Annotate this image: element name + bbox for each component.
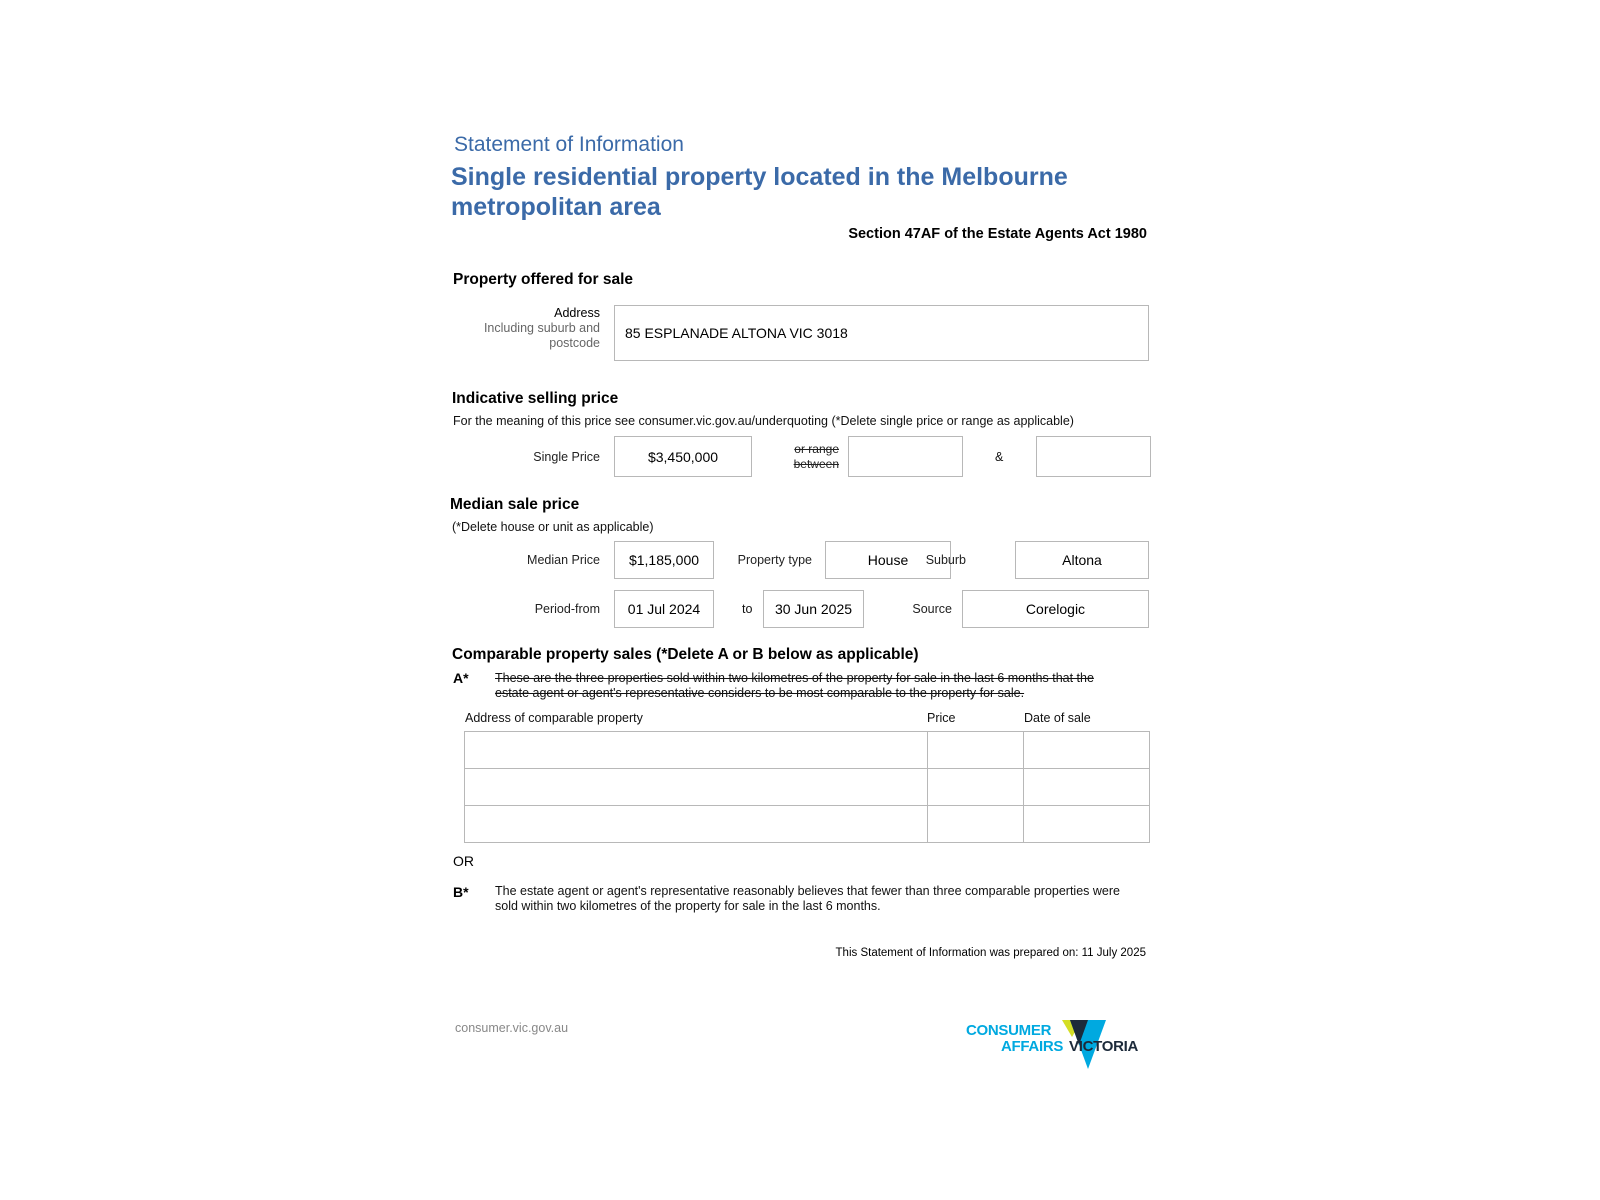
comparable-address-cell[interactable] <box>465 769 928 806</box>
table-row <box>465 769 1150 806</box>
single-price-label: Single Price <box>533 450 600 464</box>
option-a-text-2: estate agent or agent's representative considers to be most comparable to the property for sale. <box>495 686 1025 700</box>
option-b-text-1: The estate agent or agent's representative reasonably believes that fewer than three comparable properties were <box>495 884 1120 898</box>
period-from-label: Period-from <box>534 602 600 616</box>
document-title-line-1: Single residential property located in the Melbourne <box>451 163 1068 191</box>
comparable-address-cell[interactable] <box>465 732 928 769</box>
prepared-date: This Statement of Information was prepared on: 11 July 2025 <box>835 947 1146 959</box>
consumer-affairs-victoria-logo <box>966 1017 1152 1073</box>
comparable-price-cell[interactable] <box>928 806 1024 843</box>
or-separator: OR <box>453 853 474 869</box>
comparable-heading: Comparable property sales (*Delete A or B below as applicable) <box>452 646 919 663</box>
document-title-line-2: metropolitan area <box>451 193 661 221</box>
median-note: (*Delete house or unit as applicable) <box>452 520 654 534</box>
indicative-note: For the meaning of this price see consumer.vic.gov.au/underquoting (*Delete single price or range as applicable) <box>453 414 1074 428</box>
period-from-field[interactable] <box>614 590 714 628</box>
col-address-header: Address of comparable property <box>465 711 643 725</box>
source-field[interactable] <box>962 590 1149 628</box>
logo-victoria-text: VICTORIA <box>1069 1038 1138 1055</box>
address-field[interactable] <box>614 305 1149 361</box>
suburb-value: Altona <box>1062 552 1102 568</box>
option-a-marker: A* <box>453 670 469 686</box>
single-price-value: $3,450,000 <box>647 448 719 465</box>
comparable-date-cell[interactable] <box>1024 769 1150 806</box>
median-price-label: Median Price <box>527 553 600 567</box>
address-value: 85 ESPLANADE ALTONA VIC 3018 <box>625 325 848 341</box>
range-label-2: between <box>793 457 839 471</box>
col-date-header: Date of sale <box>1024 711 1091 725</box>
period-to-field[interactable] <box>763 590 864 628</box>
property-type-value: House <box>867 552 909 568</box>
property-heading: Property offered for sale <box>453 271 634 288</box>
address-sublabel-2: postcode <box>549 336 600 350</box>
source-label: Source <box>912 602 952 616</box>
period-to-label: to <box>742 602 753 616</box>
range-ampersand: & <box>995 450 1004 464</box>
source-value: Corelogic <box>1025 601 1086 617</box>
period-from-value: 01 Jul 2024 <box>627 601 701 617</box>
property-type-label: Property type <box>737 553 812 567</box>
suburb-field[interactable] <box>1015 541 1149 579</box>
comparable-date-cell[interactable] <box>1024 806 1150 843</box>
document-kicker: Statement of Information <box>454 133 684 156</box>
table-row <box>465 806 1150 843</box>
range-high-field[interactable] <box>1036 436 1151 477</box>
address-sublabel-1: Including suburb and <box>483 321 600 335</box>
comparable-price-cell[interactable] <box>928 769 1024 806</box>
comparable-address-cell[interactable] <box>465 806 928 843</box>
logo-consumer-text: CONSUMER <box>966 1022 1052 1039</box>
range-low-field[interactable] <box>848 436 963 477</box>
address-label: Address <box>554 306 600 320</box>
option-b-marker: B* <box>453 884 469 900</box>
indicative-heading: Indicative selling price <box>452 390 619 407</box>
range-label-1: or range <box>794 442 839 456</box>
comparable-sales-table <box>464 731 1150 843</box>
median-heading: Median sale price <box>450 496 580 513</box>
comparable-date-cell[interactable] <box>1024 732 1150 769</box>
col-price-header: Price <box>927 711 956 725</box>
suburb-label: Suburb <box>925 553 966 567</box>
table-row <box>465 732 1150 769</box>
median-price-value: $1,185,000 <box>628 552 700 568</box>
logo-affairs-text: AFFAIRS <box>1001 1038 1064 1055</box>
median-price-field[interactable] <box>614 541 714 579</box>
period-to-value: 30 Jun 2025 <box>774 601 853 617</box>
option-a-text-1: These are the three properties sold within two kilometres of the property for sale in the last 6 months that the <box>495 671 1094 685</box>
footer-website[interactable]: consumer.vic.gov.au <box>455 1021 569 1035</box>
single-price-field[interactable] <box>614 436 752 477</box>
comparable-price-cell[interactable] <box>928 732 1024 769</box>
option-b-text-2: sold within two kilometres of the property for sale in the last 6 months. <box>495 899 881 913</box>
act-reference: Section 47AF of the Estate Agents Act 1980 <box>848 226 1147 242</box>
